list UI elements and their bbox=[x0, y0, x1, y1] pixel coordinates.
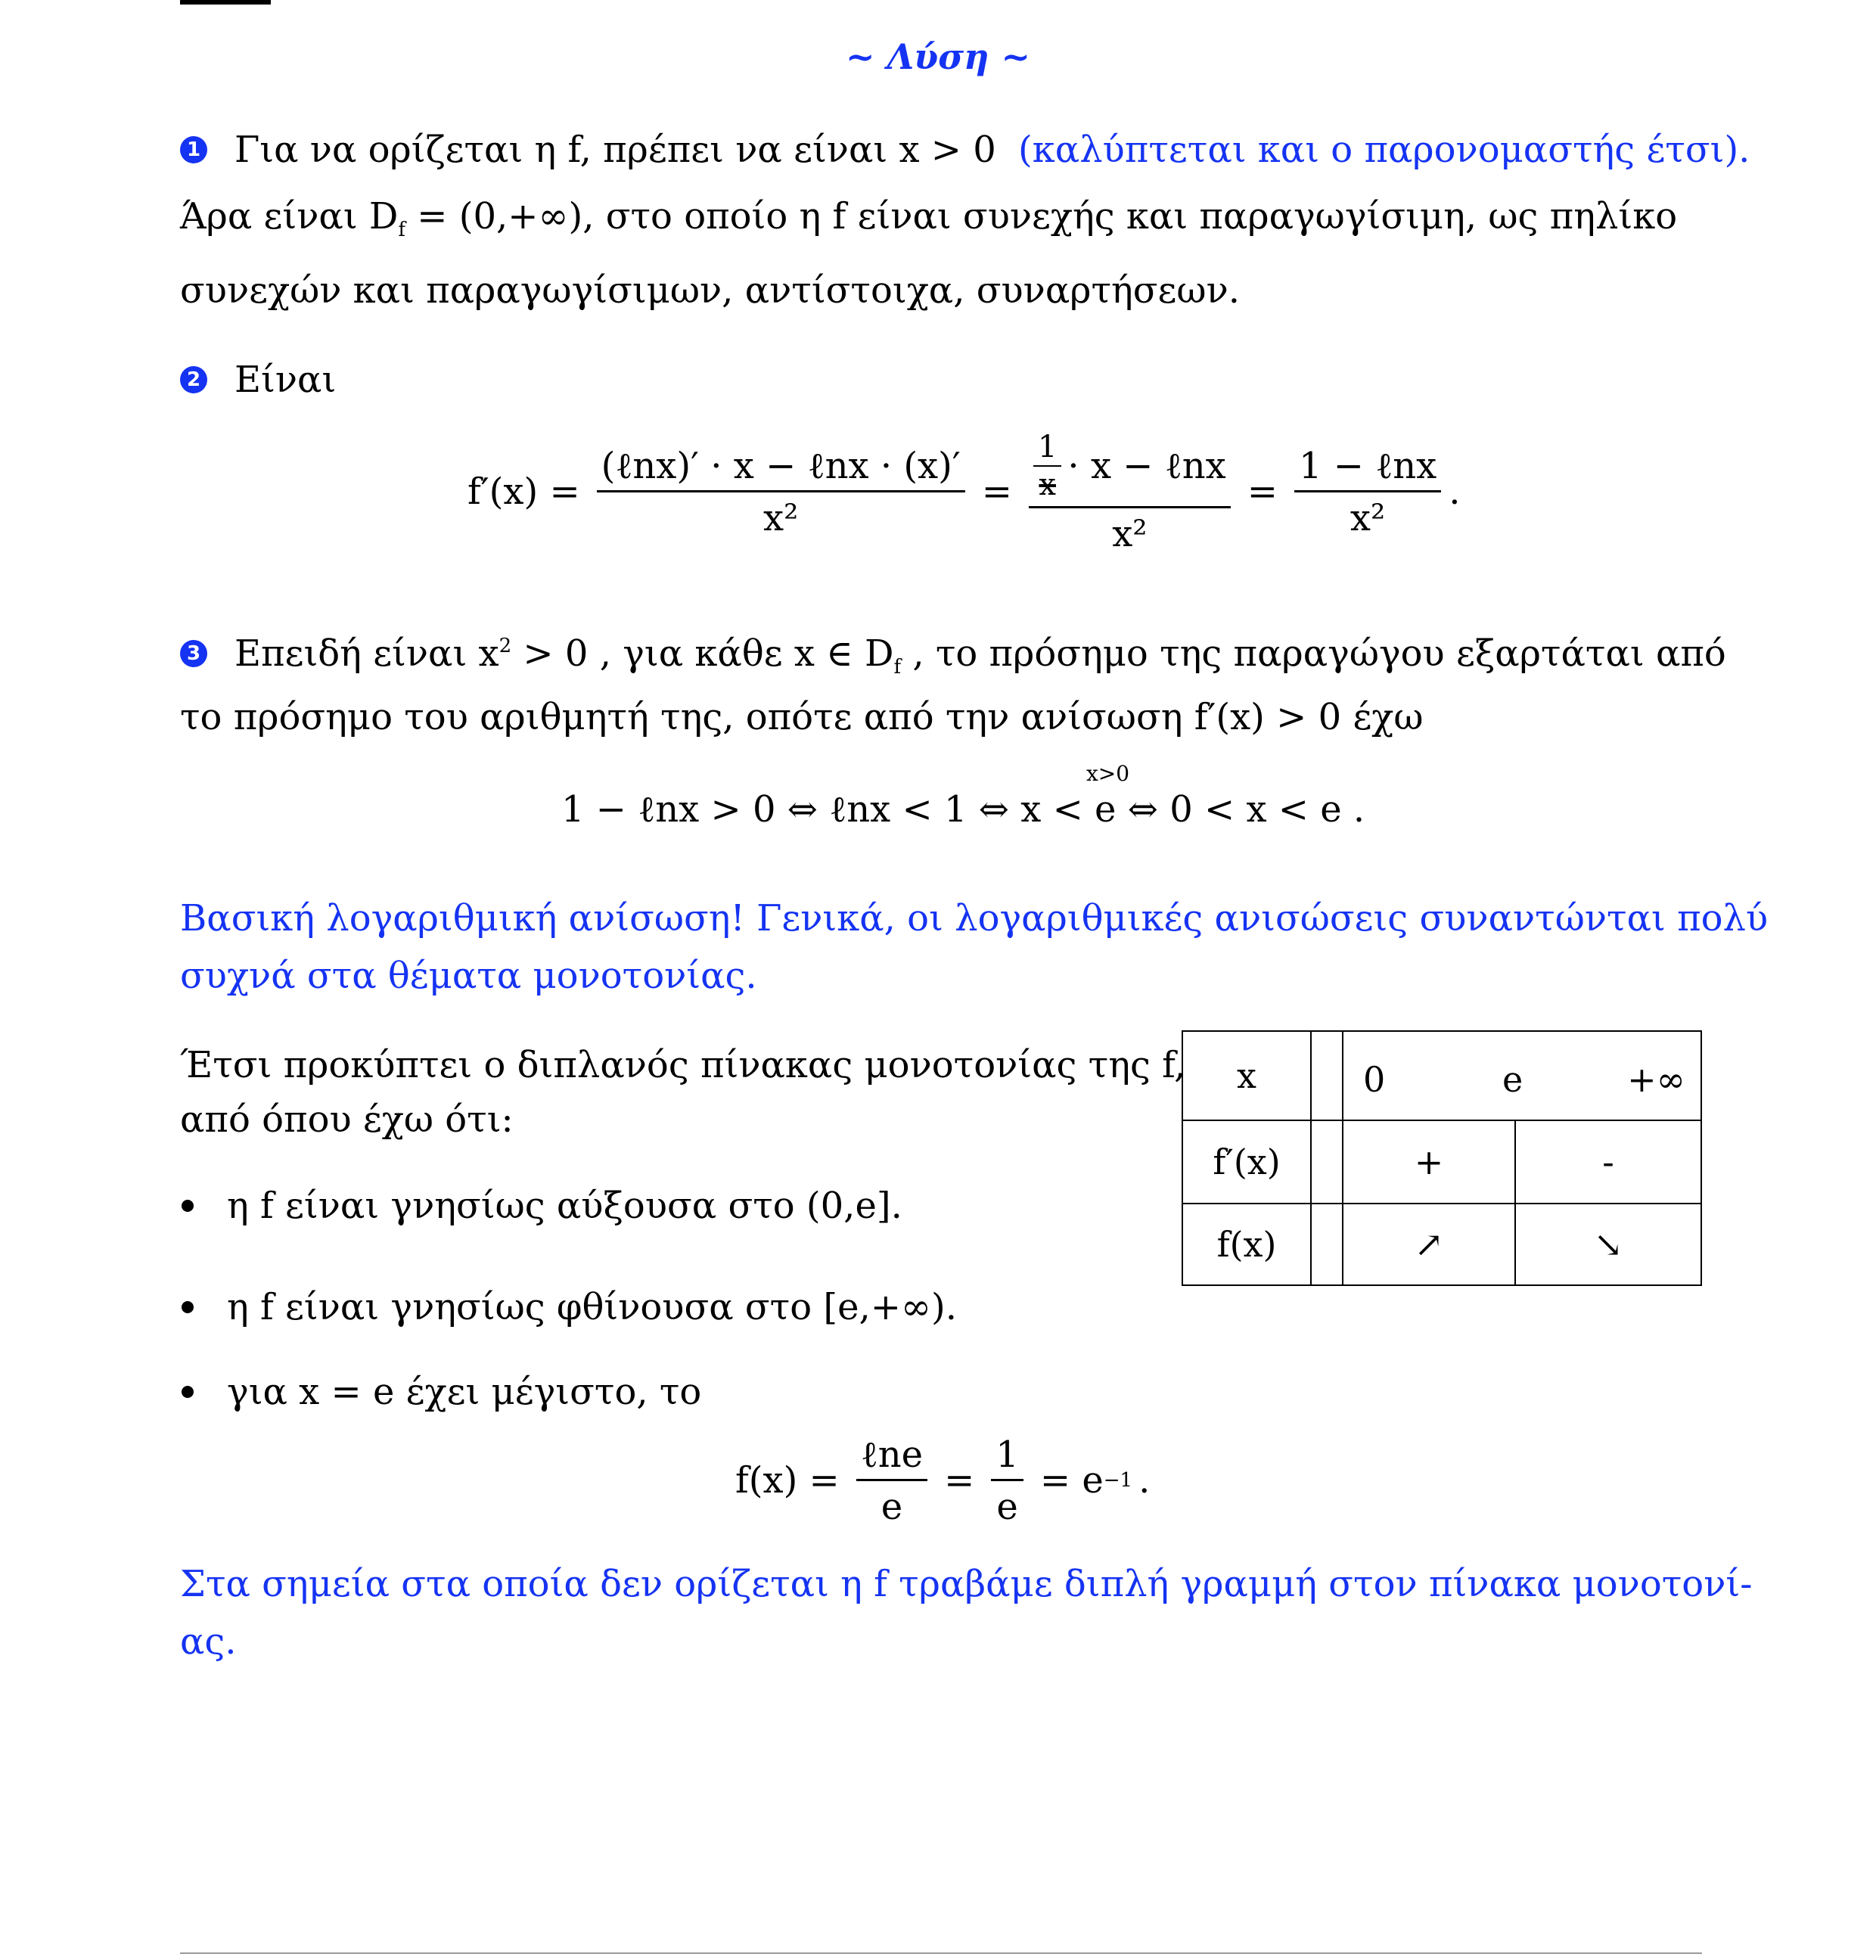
step1-line1 bbox=[180, 129, 1750, 171]
equals-sign: = bbox=[981, 471, 1012, 513]
double-line-gap bbox=[1311, 1204, 1343, 1285]
fraction-denominator: x² bbox=[1112, 512, 1148, 555]
monotonicity-table bbox=[1182, 1030, 1702, 1286]
table-label-function: f(x) bbox=[1182, 1204, 1311, 1285]
compound-numerator bbox=[1029, 429, 1231, 508]
superscript: 2 bbox=[499, 635, 512, 657]
x-value-infinity: +∞ bbox=[1627, 1059, 1685, 1100]
inequality-chain: 1 − ℓnx > 0 ⇔ ℓnx < 1 ⇔ x < e ⇔ 0 < x < e . bbox=[561, 788, 1365, 831]
bullet-dot bbox=[182, 1200, 194, 1212]
bullet-increasing bbox=[182, 1185, 902, 1227]
eq-lhs: f′(x) = bbox=[467, 471, 580, 513]
note2-line2: ας. bbox=[180, 1620, 237, 1663]
fraction-numerator: 1 bbox=[991, 1437, 1023, 1481]
table-row-derivative bbox=[1182, 1120, 1701, 1204]
x-value-e: e bbox=[1502, 1059, 1523, 1100]
bullet-text: για x = e έχει μέγιστο, το bbox=[227, 1371, 702, 1413]
bullet-text: η f είναι γνησίως αύξουσα στο (0,e]. bbox=[227, 1185, 902, 1227]
period: . bbox=[1449, 471, 1461, 513]
step1-text: Για να ορίζεται η f, πρέπει να είναι x > 0 bbox=[234, 129, 996, 171]
bullet-decreasing bbox=[182, 1286, 957, 1328]
increasing-arrow-icon: ↗ bbox=[1343, 1204, 1515, 1285]
table-label-x: x bbox=[1182, 1031, 1311, 1120]
inner-numerator: 1 bbox=[1033, 432, 1061, 467]
eq-lhs: f(x) = bbox=[735, 1459, 840, 1502]
derivative-equation bbox=[467, 424, 1460, 560]
step1-line3: συνεχών και παραγωγίσιμων, αντίστοιχα, συναρτήσεων. bbox=[180, 269, 1240, 312]
subscript: f bbox=[893, 656, 902, 679]
table-row-x bbox=[1182, 1031, 1701, 1120]
table-label-derivative: f′(x) bbox=[1182, 1120, 1311, 1204]
fraction-denominator: e bbox=[996, 1485, 1018, 1528]
superscript: −1 bbox=[1103, 1469, 1133, 1492]
table-row-function bbox=[1182, 1204, 1701, 1285]
bullet-dot bbox=[182, 1301, 194, 1313]
sign-positive: + bbox=[1343, 1120, 1515, 1204]
step3-text-a: Επειδή είναι x bbox=[234, 632, 499, 675]
subscript: f bbox=[398, 219, 406, 241]
inner-fraction bbox=[1033, 429, 1061, 502]
previous-page-cutoff bbox=[180, 0, 1617, 9]
fraction-numerator: ℓne bbox=[856, 1437, 927, 1481]
step3-line1 bbox=[180, 632, 1726, 679]
step1-line2 bbox=[180, 195, 1678, 241]
fraction-simplified bbox=[1029, 429, 1231, 555]
fraction-result bbox=[1294, 444, 1441, 539]
maximum-equation bbox=[735, 1431, 1150, 1530]
step1-note: (καλύπτεται και ο παρονομαστής έτσι). bbox=[1018, 129, 1750, 171]
note1-line1: Βασική λογαριθμική ανίσωση! Γενικά, οι λογαριθμικές ανισώσεις συναντώνται πολύ bbox=[180, 897, 1769, 940]
period: . bbox=[1138, 1459, 1151, 1502]
fraction-max-1 bbox=[856, 1433, 927, 1528]
double-line-gap bbox=[1311, 1031, 1343, 1120]
footer-rule bbox=[180, 1952, 1702, 1954]
inequality-condition: x>0 bbox=[1086, 761, 1130, 786]
equals-sign: = bbox=[1247, 471, 1278, 513]
step-number-badge: 3 bbox=[180, 640, 207, 667]
conclusion-line2: από όπου έχω ότι: bbox=[180, 1098, 514, 1141]
fraction-quotient-rule bbox=[597, 444, 965, 539]
step-number-badge: 2 bbox=[180, 366, 207, 393]
decreasing-arrow-icon: ↘ bbox=[1515, 1204, 1701, 1285]
table-x-values bbox=[1343, 1031, 1701, 1120]
step3-text-b: > 0 , για κάθε x ∈ D bbox=[511, 632, 894, 675]
fraction-max-2 bbox=[991, 1433, 1023, 1528]
inner-denominator: x bbox=[1039, 467, 1056, 502]
eq-rhs: = e bbox=[1039, 1459, 1104, 1502]
x-value-zero: 0 bbox=[1363, 1059, 1386, 1100]
numerator-rest: · x − ℓnx bbox=[1067, 444, 1226, 487]
step1-domain-label: Άρα είναι D bbox=[180, 195, 399, 238]
step2-intro-text: Είναι bbox=[234, 359, 337, 401]
fraction-numerator: (ℓnx)′ · x − ℓnx · (x)′ bbox=[597, 448, 965, 492]
equals-sign: = bbox=[944, 1459, 975, 1502]
step3-text-c: , το πρόσημο της παραγώγου εξαρτάται από bbox=[901, 632, 1726, 675]
fraction-denominator: e bbox=[881, 1485, 903, 1528]
step1-domain-text: = (0,+∞), στο οποίο η f είναι συνεχής και παραγωγίσιμη, ως πηλίκο bbox=[405, 195, 1678, 238]
step2-intro bbox=[180, 359, 337, 401]
fraction-denominator: x² bbox=[1350, 496, 1386, 539]
fraction-denominator: x² bbox=[763, 496, 799, 539]
conclusion-line1: Έτσι προκύπτει ο διπλανός πίνακας μονοτονίας της f, bbox=[180, 1044, 1186, 1086]
solution-heading: ~ Λύση ~ bbox=[845, 36, 1031, 77]
fraction-numerator: 1 − ℓnx bbox=[1294, 448, 1441, 492]
bullet-dot bbox=[182, 1386, 194, 1398]
bullet-maximum bbox=[182, 1371, 702, 1413]
sign-negative: - bbox=[1515, 1120, 1701, 1204]
step3-line2: το πρόσημο του αριθμητή της, οπότε από την ανίσωση f′(x) > 0 έχω bbox=[180, 696, 1424, 738]
bullet-text: η f είναι γνησίως φθίνουσα στο [e,+∞). bbox=[227, 1286, 957, 1328]
step-number-badge: 1 bbox=[180, 136, 207, 163]
double-line-gap bbox=[1311, 1120, 1343, 1204]
note2-line1: Στα σημεία στα οποία δεν ορίζεται η f τραβάμε διπλή γραμμή στον πίνακα μονοτονί- bbox=[180, 1563, 1753, 1605]
note1-line2: συχνά στα θέματα μονοτονίας. bbox=[180, 955, 757, 997]
